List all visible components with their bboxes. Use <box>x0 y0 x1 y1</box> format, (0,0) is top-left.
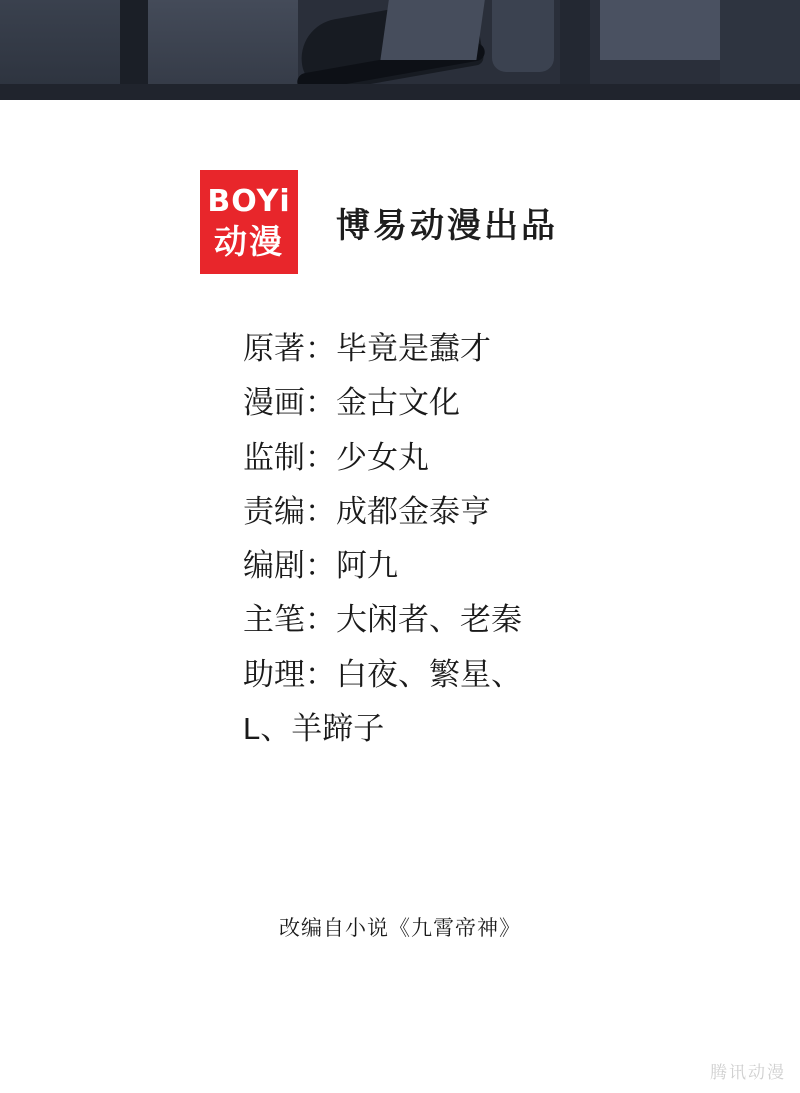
studio-name: 博易动漫出品 <box>336 206 558 245</box>
background-bar-1 <box>492 0 554 72</box>
site-watermark: 腾讯动漫 <box>710 1063 786 1082</box>
credit-line-original-author: 原著：毕竟是蠢才 <box>243 331 491 366</box>
credits-page <box>0 100 800 1093</box>
character-leg <box>380 0 487 60</box>
credit-line-editor: 责编：成都金泰亨 <box>243 493 491 529</box>
credit-line-lead-artist: 主笔：大闲者、老秦 <box>243 602 522 638</box>
credit-line-assistants-cont: L、羊蹄子 <box>243 710 385 746</box>
credit-line-assistants: 助理：白夜、繁星、 <box>243 656 522 692</box>
comic-artwork-strip <box>0 0 800 100</box>
adapted-from-note: 改编自小说《九霄帝神》 <box>279 916 521 940</box>
background-floor <box>0 84 800 100</box>
studio-logo-row <box>200 170 558 274</box>
logo-line-2: 动漫 <box>214 222 284 260</box>
credit-line-producer: 监制：少女丸 <box>243 439 429 475</box>
credit-line-screenwriter: 编剧：阿九 <box>243 548 398 583</box>
boyi-logo-badge <box>200 170 298 274</box>
credit-list <box>243 322 673 756</box>
credit-line-comic: 漫画：金古文化 <box>243 385 460 421</box>
logo-line-1: BOYi <box>207 183 291 219</box>
background-bar-3 <box>600 0 720 60</box>
